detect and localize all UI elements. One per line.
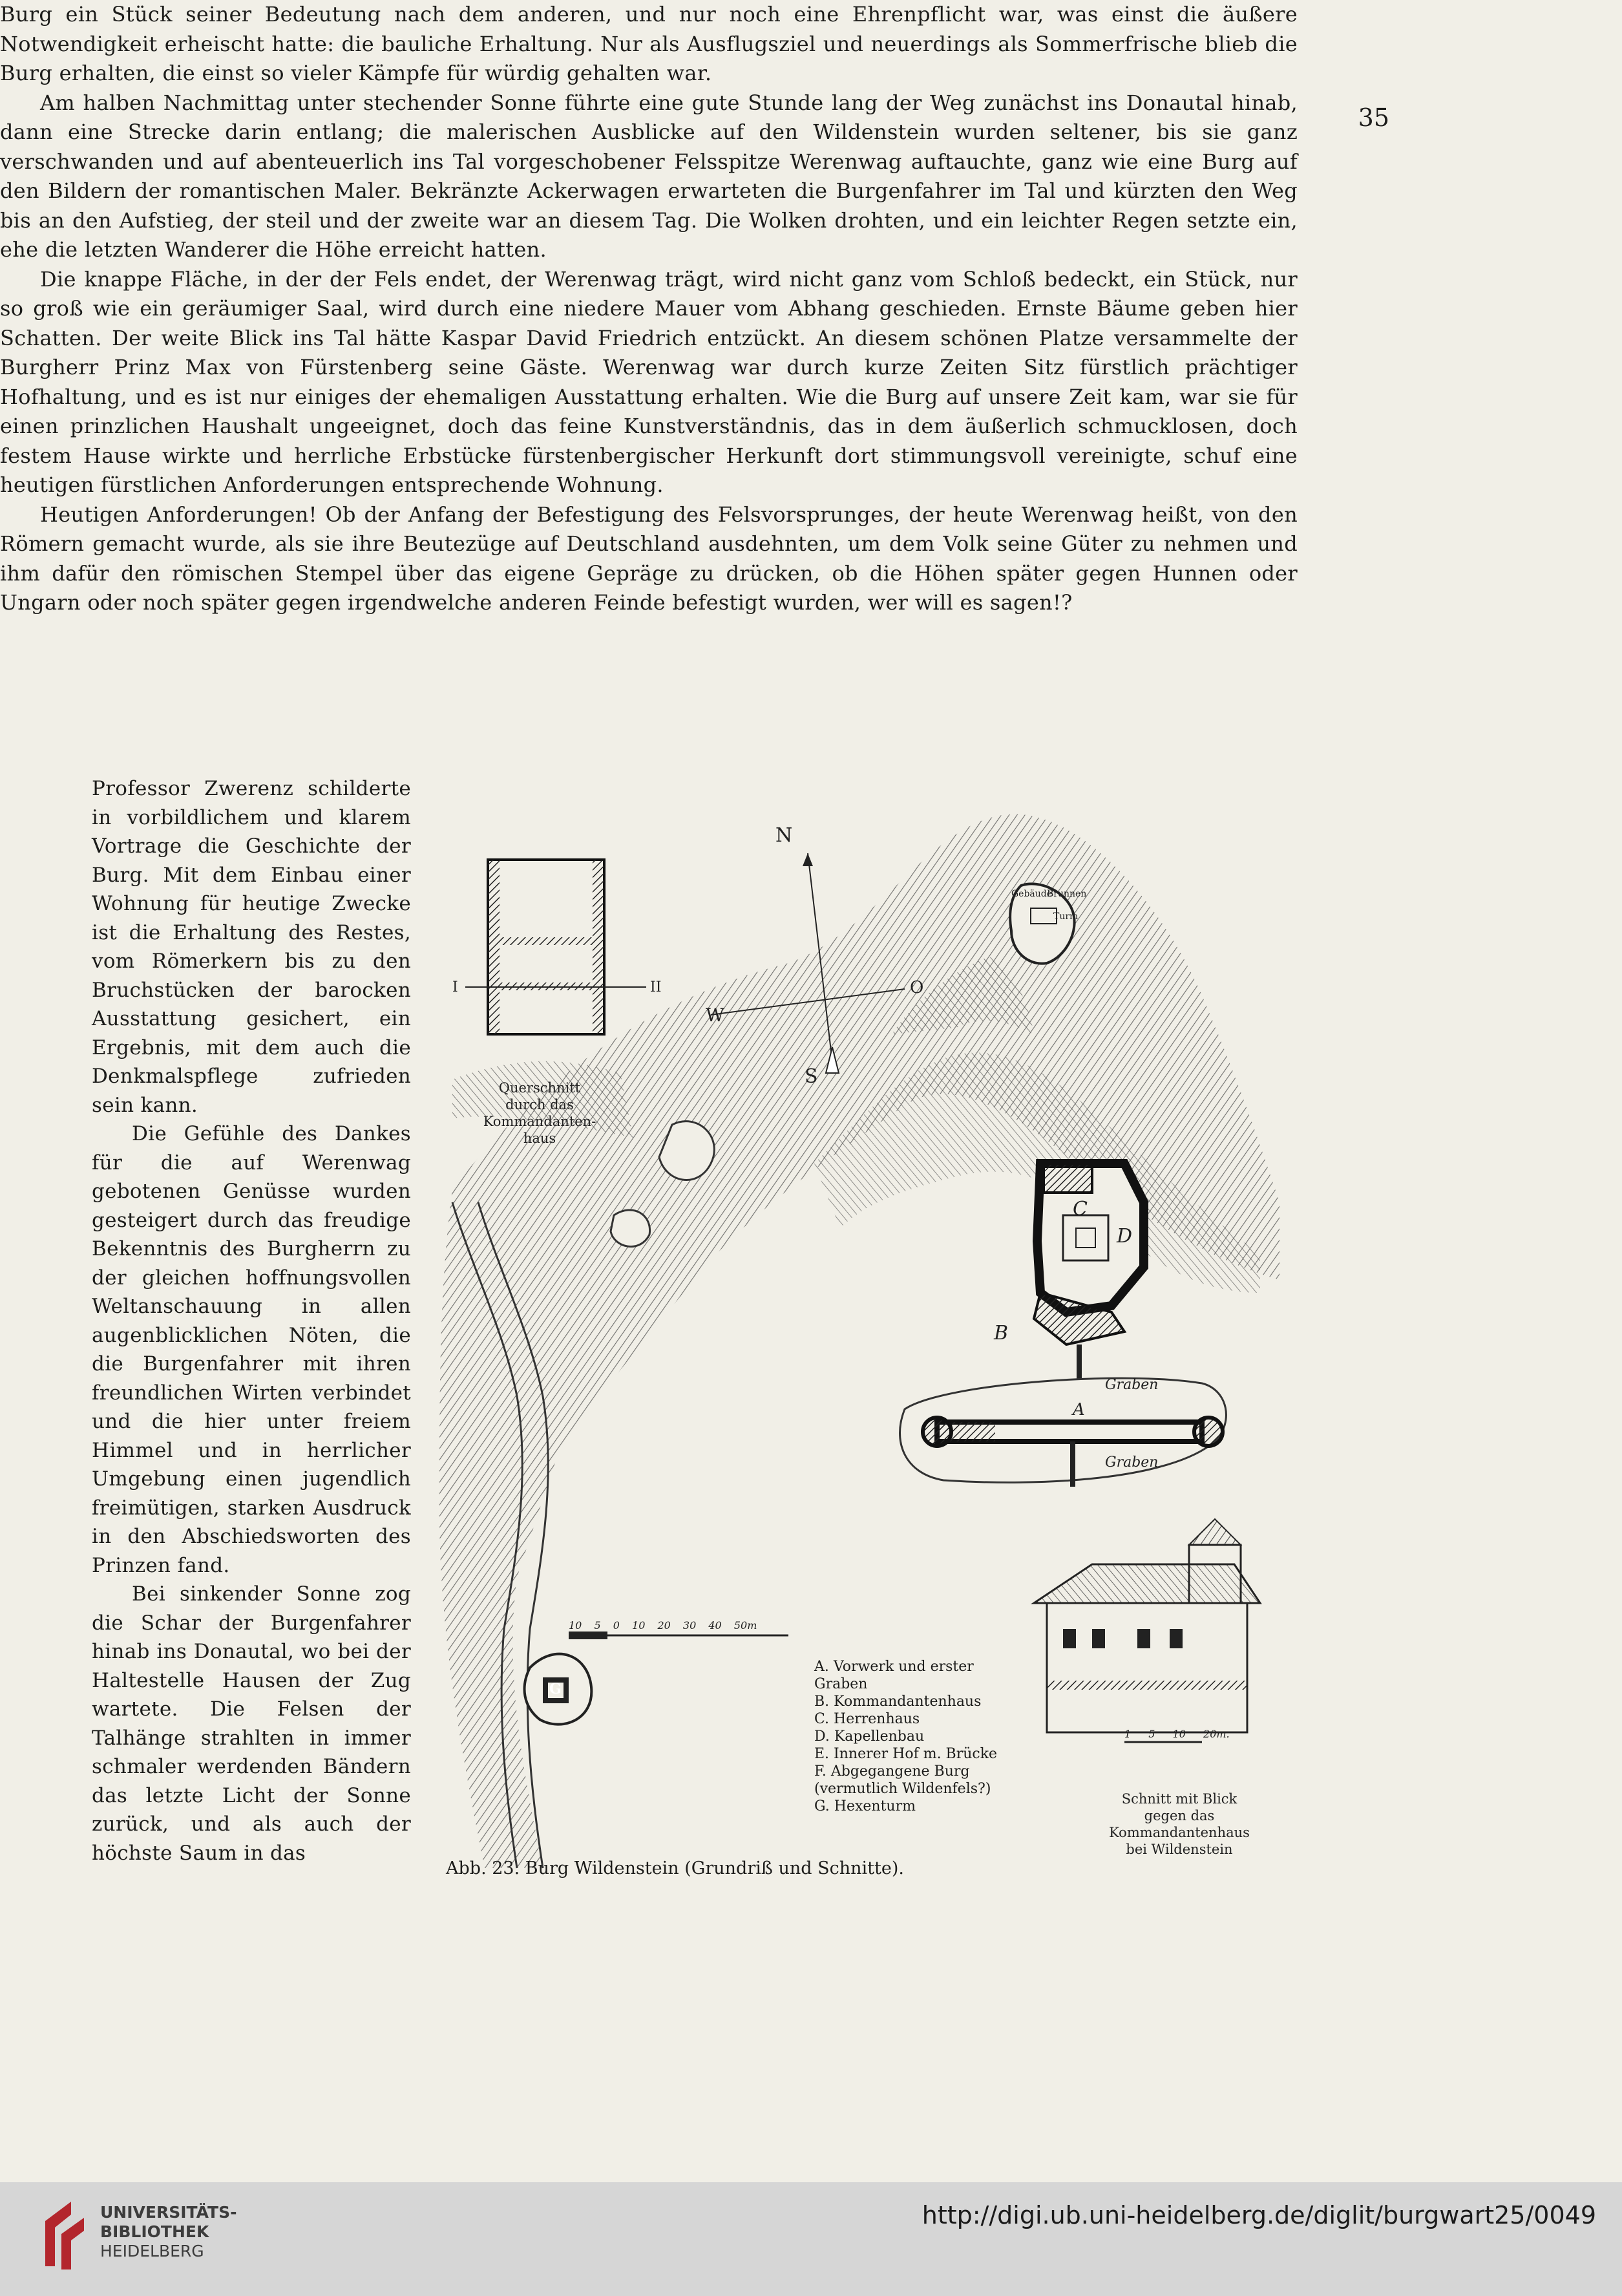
plan-label-a: A <box>1073 1400 1085 1419</box>
paragraph: Die Gefühle des Dankes für die auf Werenwag gebotenen Genüsse wurden gesteigert durch das freudige Bekenntnis des Burgherrn zu der gleichen hoffnungsvollen Weltanschauung in allen augenblicklichen Nöten, die die Burgenfahrer mit ihren freundlichen Wirten verbindet und die hier unter freiem Himmel und in herrlicher Umgebung einen jugendlich freimütigen, starken Ausdruck in den Abschiedsworten des Prinzen fand. <box>92 1122 411 1577</box>
plan-label-g: G <box>549 1681 562 1697</box>
paragraph: Burg ein Stück seiner Bedeutung nach dem anderen, und nur noch eine Ehrenpflicht war, was einst die äußere Notwendigkeit erheischt hatte: die bauliche Erhaltung. Nur als Ausflugsziel und neuerdings als Sommerfrische blieb die Burg erhalten, die einst so vieler Kämpfe für würdig gehalten war. <box>0 2 1298 85</box>
legend-item: C. Herrenhaus <box>814 1711 920 1727</box>
source-url-link[interactable]: http://digi.ub.uni-heidelberg.de/diglit/burgwart25/0049 <box>922 2201 1596 2229</box>
plan-label-gebaeude: Gebäude <box>1011 889 1053 899</box>
figure-legend <box>814 1658 1015 1815</box>
main-text-block <box>0 0 1298 618</box>
paragraph: Am halben Nachmittag unter stechender Sonne führte eine gute Stunde lang der Weg zunächst ins Donautal hinab, dann eine Strecke darin entlang; die malerischen Ausblicke auf den Wildenstein wurden seltener, bis sie ganz verschwanden und auf abenteuerlich ins Tal vorgeschobener Felsspitze Werenwag auftauchte, ganz wie eine Burg auf den Bildern der romantischen Maler. Bekränzte Ackerwagen erwarteten die Burgenfahrer im Tal und kürzten den Weg bis an den Aufstieg, der steil und der zweite war an diesem Tag. Die Wolken drohten, und ein leichter Regen setzte ein, ehe die letzten Wanderer die Höhe erreicht hatten. <box>0 90 1298 262</box>
plan-label-b: B <box>994 1322 1009 1345</box>
paragraph: Bei sinkender Sonne zog die Schar der Burgenfahrer hinab ins Donautal, wo bei der Haltestelle Hausen der Zug wartete. Die Felsen der Talhänge strahlten in immer schmaler werdenden Bändern das letzte Licht der Sonne zurück, und als auch der höchste Saum in das <box>92 1582 411 1865</box>
plan-label-d: D <box>1117 1225 1133 1248</box>
cross-section-caption: Querschnitt durch das Kommandanten- haus <box>483 1080 596 1146</box>
left-text-column <box>92 774 411 1867</box>
section-mark-left: I <box>452 979 458 995</box>
paragraph: Die knappe Fläche, in der der Fels endet, der Werenwag trägt, wird nicht ganz vom Schloß bedeckt, ein Stück, nur so groß wie ein geräumiger Saal, wird durch eine niedere Mauer vom Abhang geschieden. Ernste Bäume geben hier Schatten. Der weite Blick ins Tal hätte Kaspar David Friedrich entzückt. An diesem schönen Platze versammelte der Burgherr Prinz Max von Fürstenberg seine Gäste. Werenwag war durch kurze Zeiten Sitz fürstlich prächtiger Hofhaltung, und es ist nur einiges der ehemaligen Ausstattung erhalten. Wie die Burg auf unsere Zeit kam, war sie für einen prinzlichen Haushalt ungeeignet, doch das feine Kunstverständnis, das in dem äußerlich schmucklosen, doch festem Hause wirkte und herrliche Erbstücke fürstenbergischer Herkunft dort stimmungsvoll vereinigte, schuf eine heutigen fürstlichen Anforderungen entsprechende Wohnung. <box>0 266 1298 497</box>
paragraph: Heutigen Anforderungen! Ob der Anfang der Befestigung des Felsvorsprunges, der heute Werenwag heißt, von den Römern gemacht wurde, als sie ihre Beutezüge auf Deutschland ausdehnten, um dem Volk seine Güter zu nehmen und ihm dafür den römischen Stempel über das eigene Gepräge zu drücken, ob die Höhen später gegen Hunnen oder Ungarn oder noch später gegen irgendwelche anderen Feinde befestigt wurden, wer will es sagen!? <box>0 502 1298 615</box>
legend-item: G. Hexenturm <box>814 1798 916 1814</box>
library-logo-icon <box>39 2195 90 2273</box>
plan-label-brunnen: Brunnen <box>1047 889 1087 899</box>
plan-label-graben-lower: Graben <box>1105 1454 1159 1471</box>
section-scale-ticks: 1 5 10 20m. <box>1124 1728 1230 1740</box>
plan-scale-ticks: 10 5 0 10 20 30 40 50m <box>569 1619 757 1632</box>
legend-item: F. Abgegangene Burg (vermutlich Wildenfels?) <box>814 1763 991 1797</box>
compass-o-label: O <box>910 978 924 997</box>
section-view-caption: Schnitt mit Blick gegen das Kommandantenhaus bei Wildenstein <box>1109 1791 1250 1857</box>
plan-label-turm: Turm <box>1053 911 1079 922</box>
legend-item: D. Kapellenbau <box>814 1728 925 1745</box>
compass-n-label: N <box>775 824 793 847</box>
section-mark-right: II <box>650 979 662 995</box>
section-elevation-drawing <box>1034 1519 1260 1742</box>
library-name: UNIVERSITÄTS- BIBLIOTHEK HEIDELBERG <box>100 2203 237 2260</box>
compass-s-label: S <box>805 1065 818 1088</box>
legend-item: E. Innerer Hof m. Brücke <box>814 1746 998 1762</box>
page-number: 35 <box>1358 103 1389 132</box>
compass-w-label: W <box>706 1004 724 1026</box>
legend-item: A. Vorwerk und erster Graben <box>814 1659 974 1692</box>
plan-label-graben-upper: Graben <box>1105 1377 1159 1393</box>
paragraph: Professor Zwerenz schilderte in vorbildlichem und klarem Vortrage die Geschichte der Burg. Mit dem Einbau einer Wohnung für heutige Zwecke ist die Erhaltung des Restes, vom Römerkern bis zu den Bruchstücken der barocken Ausstattung gesichert, ein Ergebnis, mit dem auch die Denkmalspflege zufrieden sein kann. <box>92 777 411 1117</box>
legend-item: B. Kommandantenhaus <box>814 1694 982 1710</box>
figure-caption: Abb. 23. Burg Wildenstein (Grundriß und Schnitte). <box>446 1858 904 1878</box>
footer-bar <box>0 2182 1622 2296</box>
plan-label-c: C <box>1073 1198 1088 1220</box>
